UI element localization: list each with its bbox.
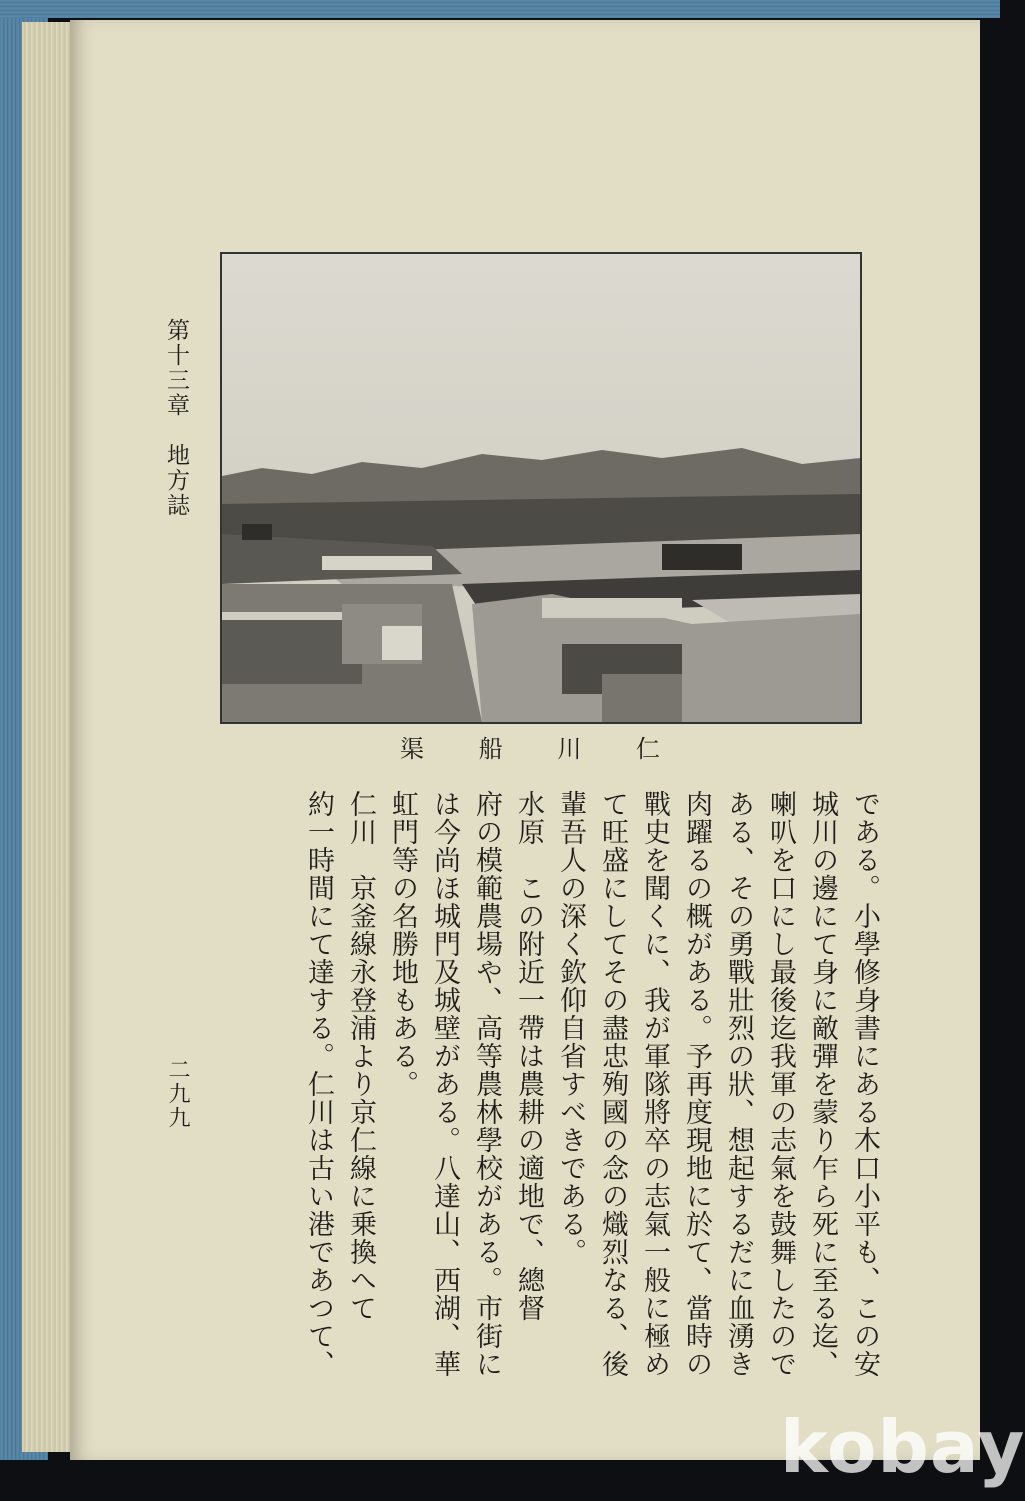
running-head: 第十三章 地方誌 <box>163 318 189 518</box>
photo-caption <box>400 728 660 764</box>
text-line-11: は今尚ほ城門及城壁がある。八達山、西湖、華 <box>429 790 460 1378</box>
watermark: kobay <box>780 1405 1025 1489</box>
text-line-1: である。小學修身書にある木口小平も、この安 <box>849 790 880 1378</box>
caption-char-4: 渠 <box>400 734 425 763</box>
caption-char-1: 仁 <box>636 734 660 763</box>
text-line-8: 輩吾人の深く欽仰自省すべきである。 <box>555 790 586 1266</box>
text-line-9: 水原 この附近一帶は農耕の適地で、總督 <box>513 790 544 1322</box>
text-line-7: て旺盛にしてその盡忠殉國の念の熾烈なる、後 <box>597 790 628 1378</box>
harbor-photograph <box>220 252 862 724</box>
body-text <box>205 790 885 1430</box>
cloth-binding-top <box>0 0 1000 18</box>
text-line-10: 府の模範農場や、高等農林學校がある。市街に <box>471 790 502 1378</box>
caption-char-3: 船 <box>478 734 503 763</box>
page-number: 二九九 <box>165 1058 190 1130</box>
caption-char-2: 川 <box>557 734 582 763</box>
text-line-12: 虹門等の名勝地もある。 <box>387 790 418 1098</box>
text-line-13: 仁川 京釜線永登浦より京仁線に乗換へて <box>345 790 376 1322</box>
text-line-2: 城川の邊にて身に敵彈を蒙り乍ら死に至る迄、 <box>807 790 838 1378</box>
harbor-photo-illustration <box>222 254 860 722</box>
text-line-5: 肉躍るの概がある。予再度現地に於て、當時の <box>681 790 712 1378</box>
text-line-3: 喇叭を口にし最後迄我軍の志氣を鼓舞したので <box>765 790 796 1378</box>
text-line-4: ある、その勇戰壯烈の狀、想起するだに血湧き <box>723 790 754 1378</box>
text-line-14: 約一時間にて達する。仁川は古い港であつて、 <box>303 790 334 1378</box>
text-line-6: 戰史を聞くに、我が軍隊將卒の志氣一般に極め <box>639 790 670 1378</box>
